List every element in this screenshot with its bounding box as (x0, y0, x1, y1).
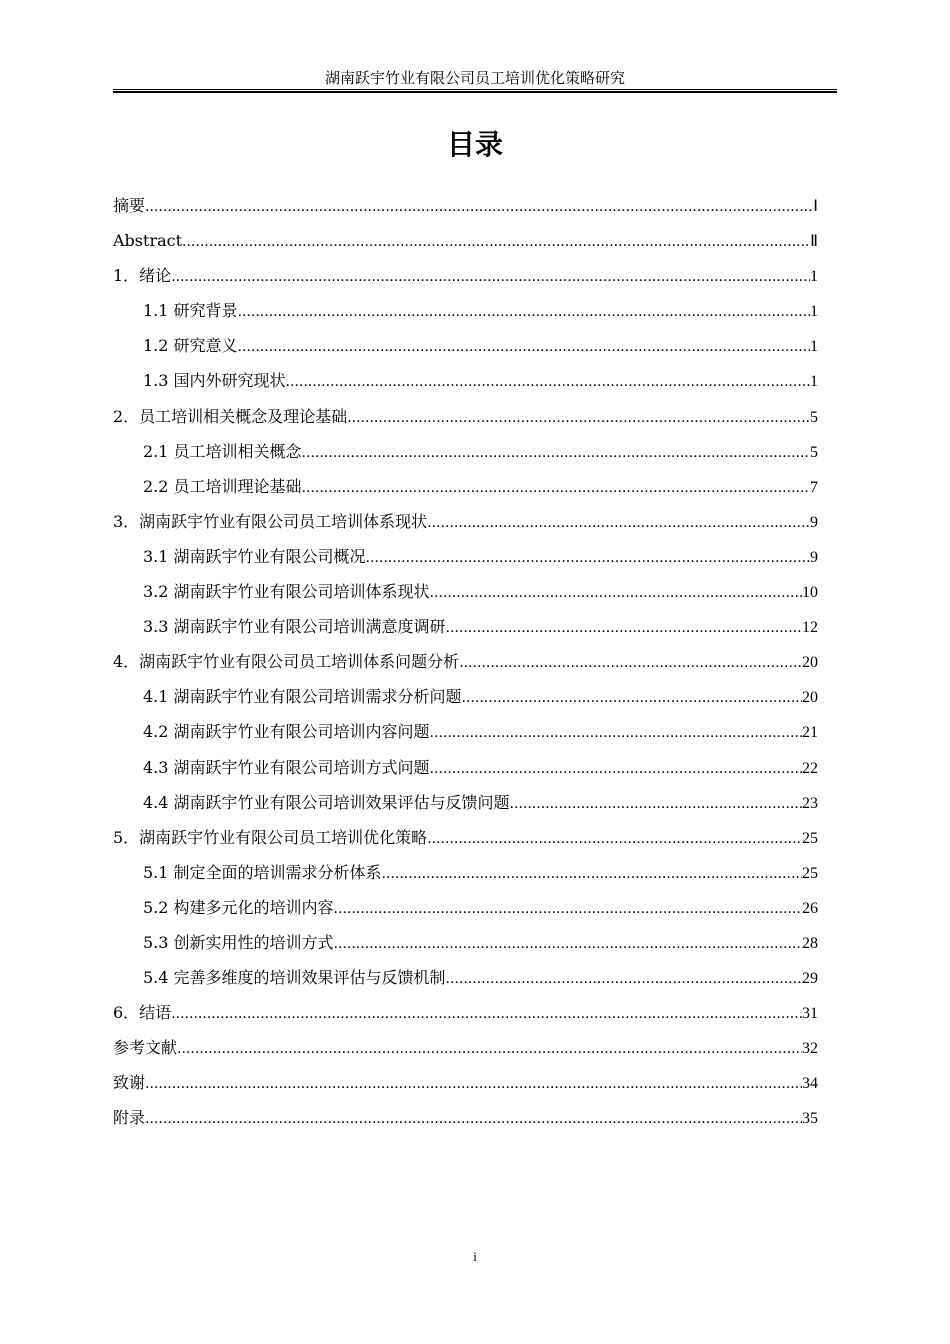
toc-entry[interactable] (113, 1100, 818, 1135)
toc-entry-page: 28 (802, 934, 818, 952)
toc-entry[interactable] (113, 293, 818, 328)
toc-entry-page: 9 (810, 548, 818, 566)
toc-dot-leader (145, 1067, 802, 1102)
toc-entry-page: 1 (810, 373, 818, 391)
toc-dot-leader (171, 260, 810, 295)
toc-entry[interactable] (113, 644, 818, 679)
header-rule-thin (113, 89, 837, 90)
toc-entry-label: 致谢 (113, 1073, 146, 1093)
toc-entry-page: Ⅱ (810, 233, 818, 251)
toc-entry-page: 10 (802, 584, 818, 602)
toc-entry-page: 31 (802, 1005, 818, 1023)
toc-entry-page: 20 (802, 689, 818, 707)
footer-page-number: i (473, 1249, 477, 1264)
toc-entry-page: 5 (810, 408, 818, 426)
toc-entry-label: 摘要 (113, 196, 146, 215)
toc-dot-leader (430, 716, 802, 751)
toc-dot-leader (430, 576, 802, 611)
toc-dot-leader (430, 752, 802, 787)
header-rule-thick (113, 91, 837, 93)
toc-entry[interactable] (113, 714, 818, 749)
toc-entry[interactable] (113, 188, 818, 223)
toc-entry-label: 3.1 湖南跃宇竹业有限公司概况 (143, 546, 366, 566)
toc-dot-leader (145, 190, 813, 225)
toc-dot-leader (427, 822, 802, 857)
toc-entry[interactable] (113, 1030, 818, 1065)
toc-entry-page: 35 (802, 1110, 818, 1128)
toc-dot-leader (510, 787, 802, 822)
toc-entry-page: 34 (802, 1075, 818, 1093)
toc-dot-leader (238, 295, 810, 330)
toc-entry[interactable] (113, 679, 818, 714)
toc-entry[interactable] (113, 434, 818, 469)
toc-dot-leader (286, 365, 810, 400)
toc-entry[interactable] (113, 609, 818, 644)
toc-entry-label: 3.3 湖南跃宇竹业有限公司培训满意度调研 (143, 617, 446, 637)
toc-entry-page: 23 (802, 794, 818, 812)
toc-entry[interactable] (113, 855, 818, 890)
running-header: 湖南跃宇竹业有限公司员工培训优化策略研究 (324, 69, 625, 87)
toc-entry-label: 5.1 制定全面的培训需求分析体系 (143, 862, 382, 882)
toc-entry[interactable] (113, 504, 818, 539)
toc-entry-page: 1 (810, 338, 818, 356)
toc-entry-label: Abstract (113, 231, 183, 251)
toc-entry-label: 3.2 湖南跃宇竹业有限公司培训体系现状 (143, 582, 430, 602)
toc-entry-page: 9 (810, 513, 818, 531)
toc-entry[interactable] (113, 1065, 818, 1100)
toc-dot-leader (462, 681, 802, 716)
toc-entry[interactable] (113, 399, 818, 434)
toc-entry-page: 29 (802, 970, 818, 988)
toc-entry-label: 5.3 创新实用性的培训方式 (143, 932, 334, 952)
toc-entry[interactable] (113, 960, 818, 995)
toc-entry-label: 4.4 湖南跃宇竹业有限公司培训效果评估与反馈问题 (143, 792, 510, 812)
toc-entry-label: 5.2 构建多元化的培训内容 (143, 897, 334, 917)
toc-entry-label: 参考文献 (113, 1038, 178, 1058)
toc-entry-page: 1 (810, 303, 818, 321)
toc-entry[interactable] (113, 925, 818, 960)
toc-dot-leader (145, 1102, 802, 1137)
toc-title: 目录 (446, 128, 503, 161)
toc-dot-leader (171, 997, 802, 1032)
toc-dot-leader (382, 857, 802, 892)
toc-entry-label: 5.4 完善多维度的培训效果评估与反馈机制 (143, 968, 446, 988)
toc-entry[interactable] (113, 890, 818, 925)
toc-entry-label: 1.2 研究意义 (143, 336, 238, 356)
toc-entry-page: 25 (802, 829, 818, 847)
toc-entry-label: 5．湖南跃宇竹业有限公司员工培训优化策略 (113, 827, 428, 847)
toc-dot-leader (182, 225, 810, 260)
toc-entry[interactable] (113, 995, 818, 1030)
toc-entry[interactable] (113, 223, 818, 258)
toc-entry-label: 附录 (113, 1108, 146, 1128)
toc-entry-label: 4.1 湖南跃宇竹业有限公司培训需求分析问题 (143, 687, 462, 707)
toc-dot-leader (446, 611, 802, 646)
toc-entry-page: 22 (802, 759, 818, 777)
toc-entry[interactable] (113, 328, 818, 363)
toc-dot-leader (347, 401, 810, 436)
toc-entry-page: 25 (802, 864, 818, 882)
toc-entry-label: 2．员工培训相关概念及理论基础 (113, 406, 348, 426)
toc-dot-leader (177, 1032, 802, 1067)
toc-entry[interactable] (113, 363, 818, 398)
toc-entry-label: 2.1 员工培训相关概念 (143, 441, 302, 461)
toc-entry[interactable] (113, 820, 818, 855)
toc-entry-page: 5 (810, 443, 818, 461)
toc-entry-label: 1.1 研究背景 (143, 301, 238, 321)
table-of-contents (113, 188, 818, 1136)
toc-entry-label: 3．湖南跃宇竹业有限公司员工培训体系现状 (113, 511, 428, 531)
toc-entry[interactable] (113, 258, 818, 293)
toc-entry-page: 26 (802, 899, 818, 917)
toc-dot-leader (302, 436, 810, 471)
toc-entry-page: 12 (802, 619, 818, 637)
toc-dot-leader (366, 541, 810, 576)
toc-dot-leader (334, 927, 802, 962)
toc-entry[interactable] (113, 469, 818, 504)
toc-entry-page: 20 (802, 654, 818, 672)
toc-dot-leader (459, 646, 802, 681)
toc-entry-page: 1 (810, 268, 818, 286)
toc-entry-label: 4．湖南跃宇竹业有限公司员工培训体系问题分析 (113, 652, 460, 672)
toc-entry-page: 7 (810, 478, 818, 496)
toc-dot-leader (446, 962, 802, 997)
toc-entry-page: 32 (802, 1040, 818, 1058)
toc-dot-leader (238, 330, 810, 365)
toc-entry[interactable] (113, 539, 818, 574)
toc-entry-label: 6．结语 (113, 1003, 172, 1023)
toc-dot-leader (334, 892, 802, 927)
toc-entry[interactable] (113, 750, 818, 785)
toc-entry[interactable] (113, 785, 818, 820)
toc-entry-label: 4.2 湖南跃宇竹业有限公司培训内容问题 (143, 722, 430, 742)
toc-entry-label: 1．绪论 (113, 266, 172, 286)
toc-entry-label: 2.2 员工培训理论基础 (143, 476, 302, 496)
toc-dot-leader (302, 471, 810, 506)
toc-entry-label: 4.3 湖南跃宇竹业有限公司培训方式问题 (143, 757, 430, 777)
toc-entry[interactable] (113, 574, 818, 609)
toc-entry-page: Ⅰ (813, 198, 818, 215)
toc-entry-label: 1.3 国内外研究现状 (143, 371, 286, 391)
toc-dot-leader (427, 506, 810, 541)
toc-entry-page: 21 (802, 724, 818, 742)
